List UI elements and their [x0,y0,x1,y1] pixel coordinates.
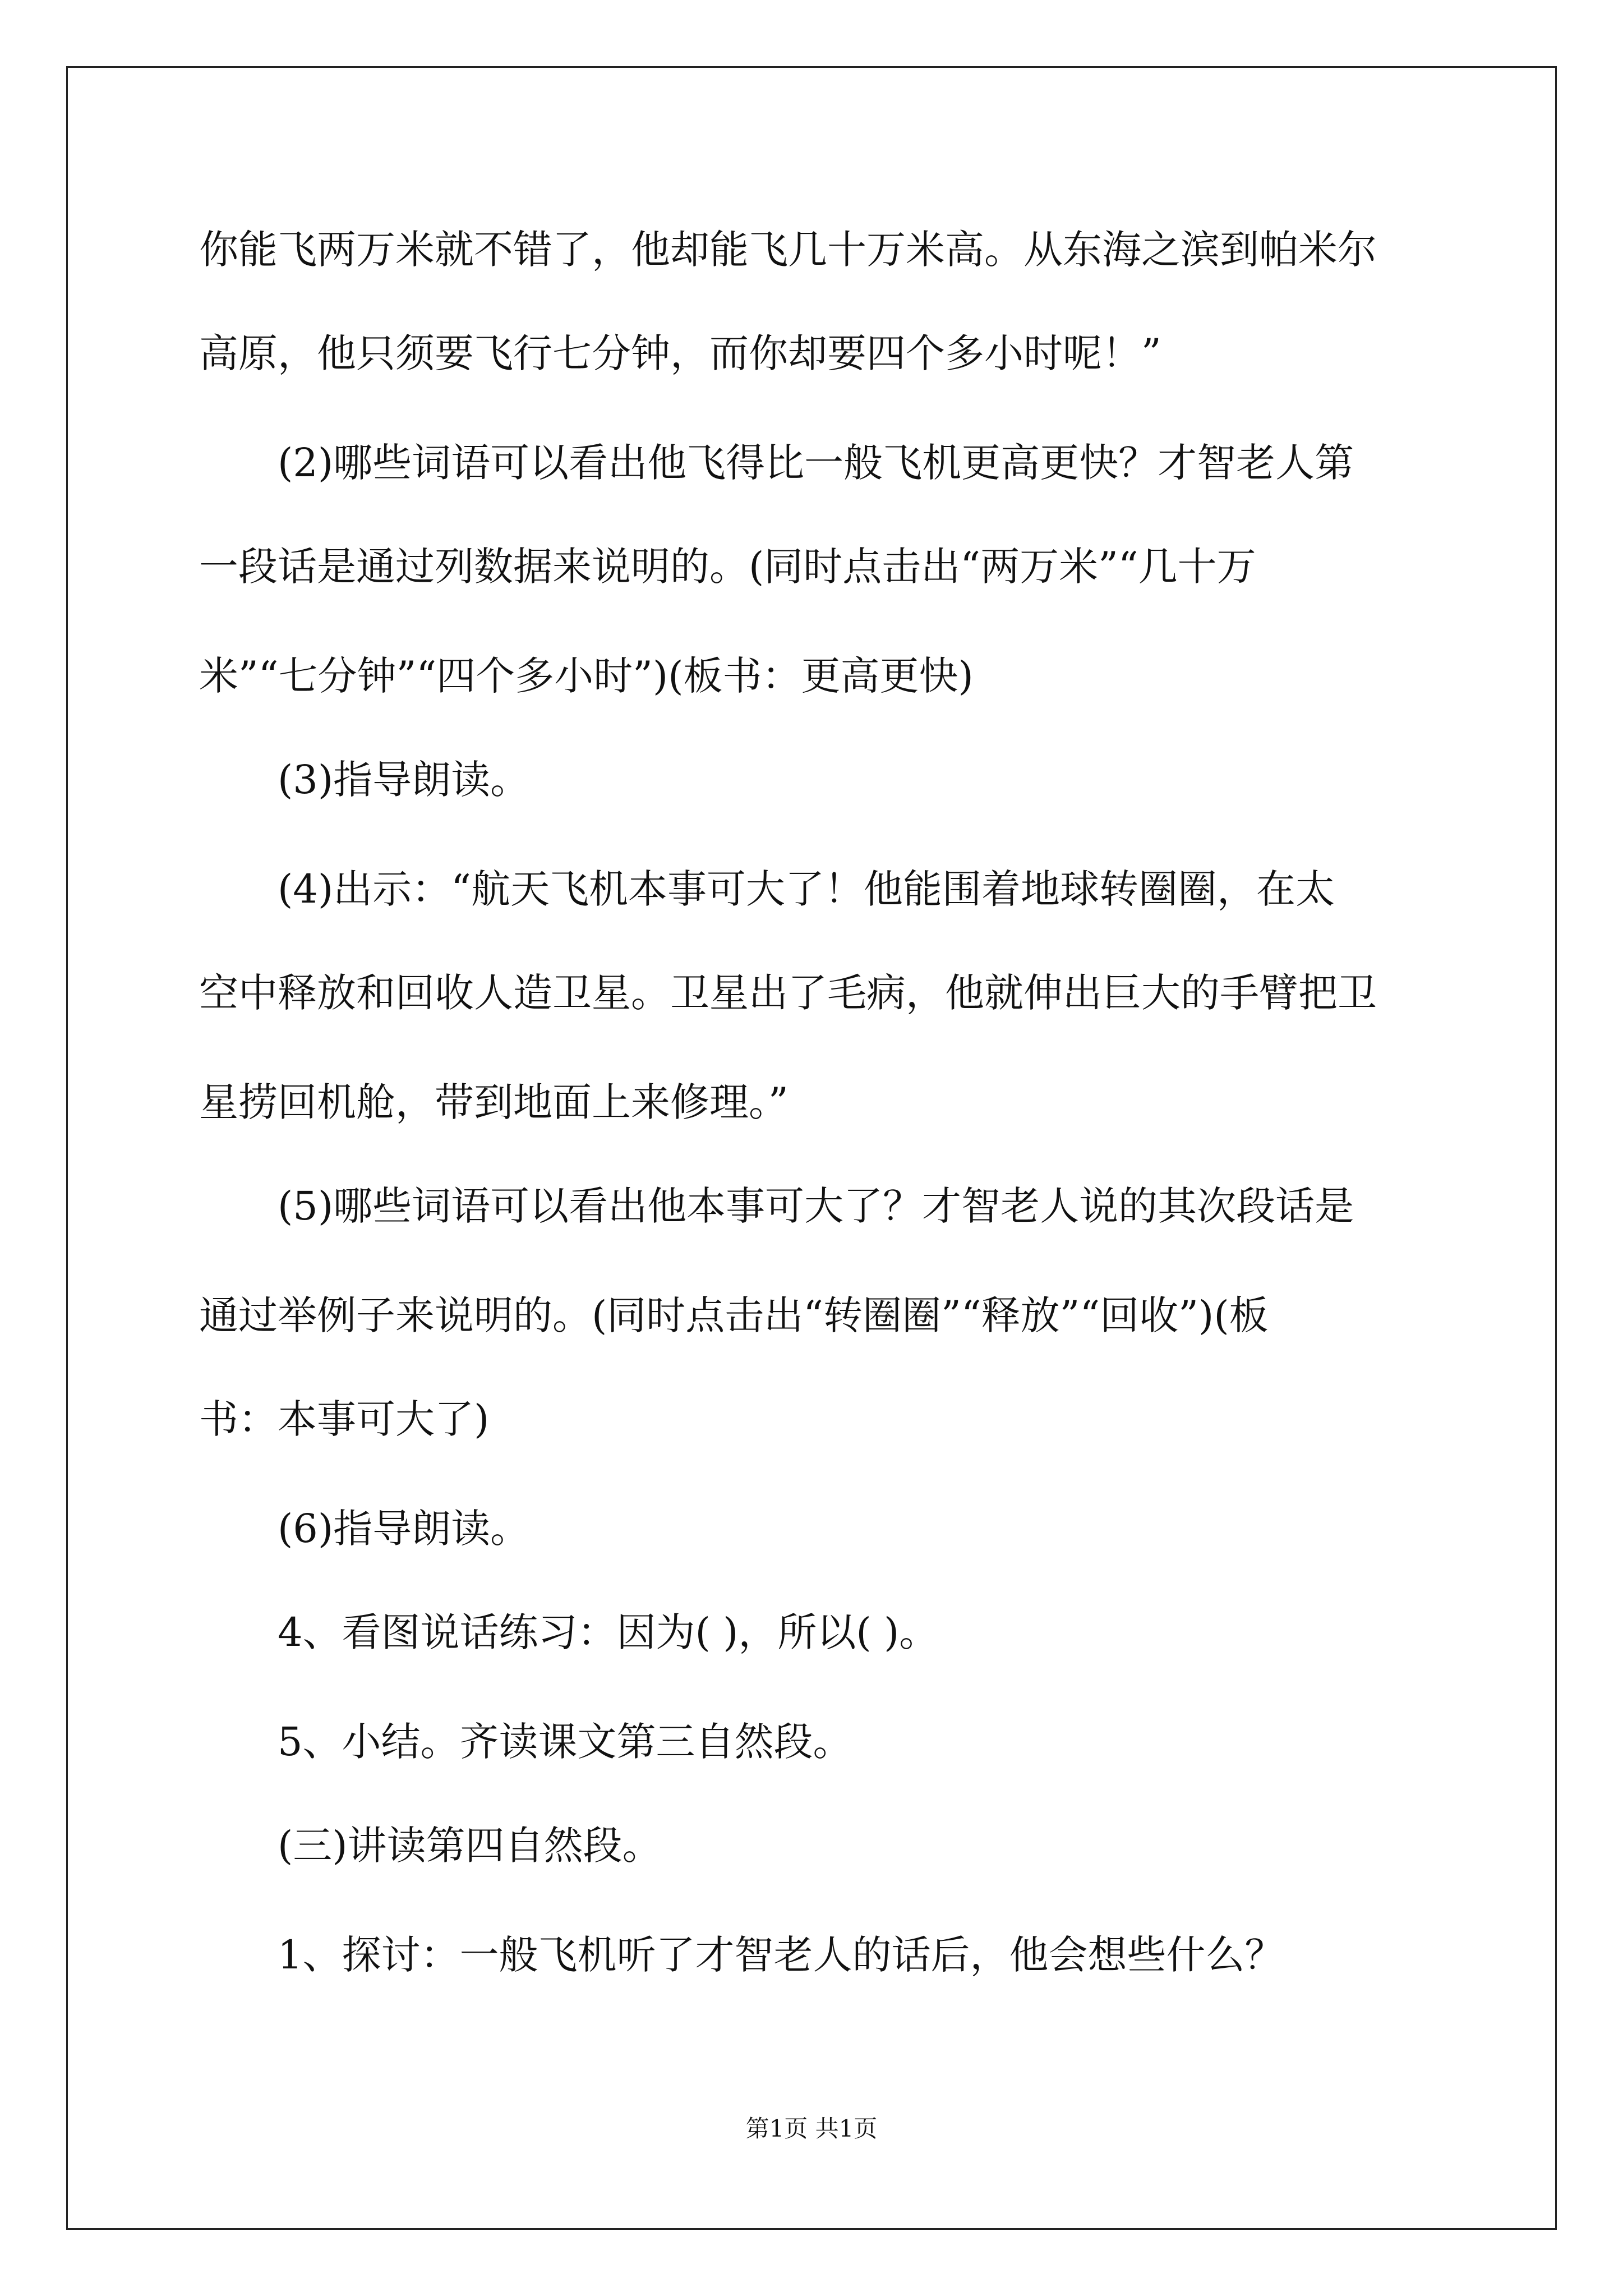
text-line-5: 米”“七分钟”“四个多小时”)(板书：更高更快) [199,653,974,699]
text-line-7: (4)出示：“航天飞机本事可大了！他能围着地球转圈圈，在太 [278,866,1335,912]
text-line-11: 通过举例子来说明的。(同时点击出“转圈圈”“释放”“回收”)(板 [199,1292,1269,1338]
page-border [66,66,1557,2230]
text-line-6: (3)指导朗读。 [278,757,530,803]
text-line-14: 4、看图说话练习：因为( )，所以( )。 [278,1609,939,1655]
text-line-3: (2)哪些词语可以看出他飞得比一般飞机更高更快？才智老人第 [278,440,1354,486]
text-line-1: 你能飞两万米就不错了，他却能飞几十万米高。从东海之滨到帕米尔 [199,227,1377,273]
text-line-12: 书：本事可大了) [199,1396,490,1442]
text-line-15: 5、小结。齐读课文第三自然段。 [278,1719,852,1765]
text-line-8: 空中释放和回收人造卫星。卫星出了毛病，他就伸出巨大的手臂把卫 [199,970,1377,1016]
text-line-2: 高原，他只须要飞行七分钟，而你却要四个多小时呢！” [199,330,1161,376]
text-line-10: (5)哪些词语可以看出他本事可大了？才智老人说的其次段话是 [278,1183,1354,1229]
text-line-9: 星捞回机舱，带到地面上来修理。” [199,1079,789,1125]
text-line-4: 一段话是通过列数据来说明的。(同时点击出“两万米”“几十万 [199,544,1256,590]
text-line-16: (三)讲读第四自然段。 [278,1823,662,1869]
text-line-13: (6)指导朗读。 [278,1506,530,1552]
text-line-17: 1、探讨：一般飞机听了才智老人的话后，他会想些什么？ [278,1932,1284,1978]
page-number-footer: 第1页 共1页 [745,2115,878,2142]
